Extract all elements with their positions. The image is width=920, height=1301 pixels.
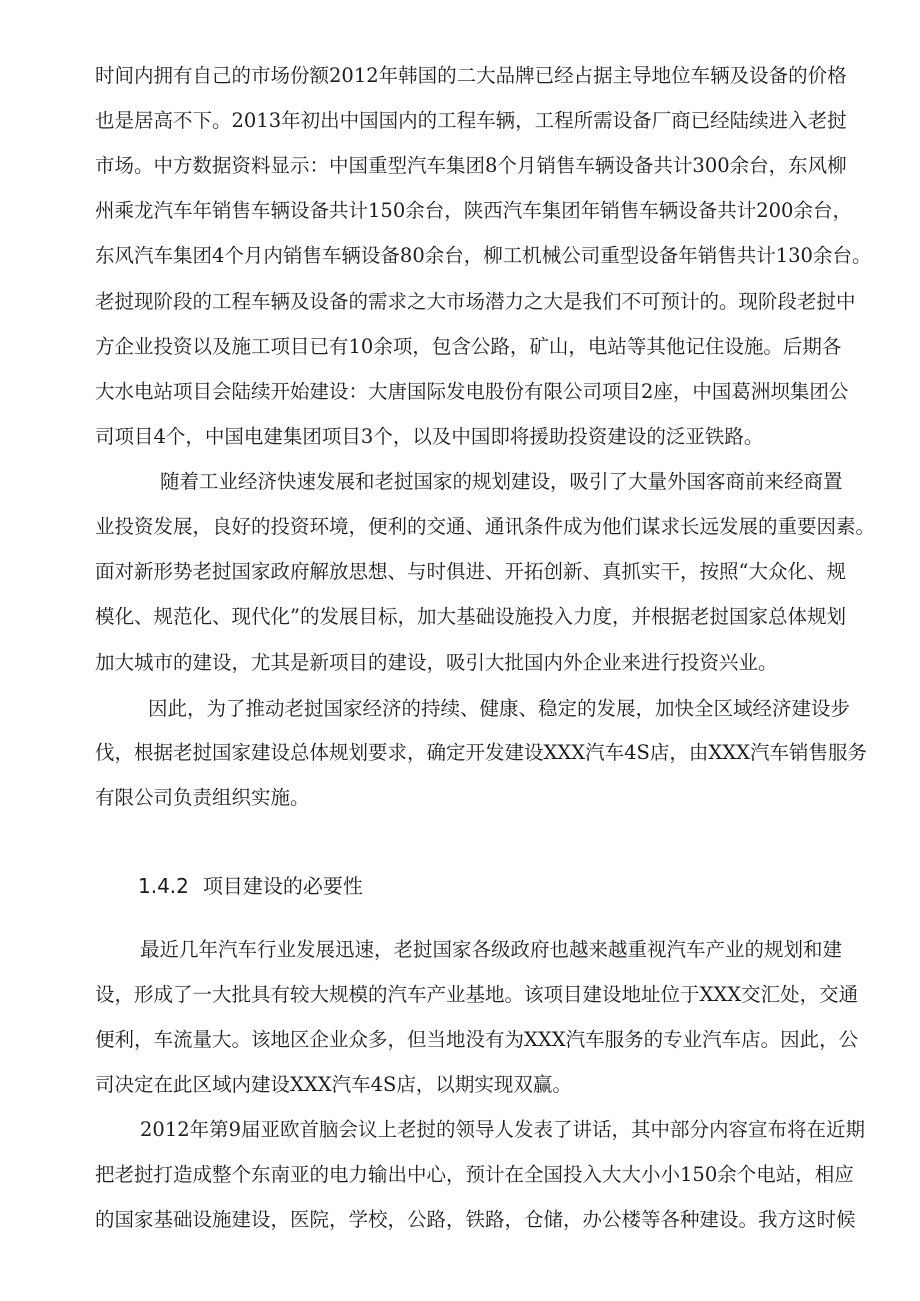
paragraph-1-line: 司项目4个，中国电建集团项目3个，以及中国即将援助投资建设的泛亚铁路。	[95, 425, 764, 448]
paragraph-1-line: 州乘龙汽车年销售车辆设备共计150余台，陕西汽车集团年销售车辆设备共计200余台，	[95, 199, 852, 222]
paragraph-2-line: 模化、规范化、现代化”的发展目标，加大基础设施投入力度，并根据老挝国家总体规划	[95, 605, 846, 628]
section-number: 1.4.2	[138, 874, 189, 898]
paragraph-4-line: 司决定在此区域内建设XXX汽车4S店，以期实现双赢。	[95, 1073, 572, 1096]
paragraph-5-line: 2012年第9届亚欧首脑会议上老挝的领导人发表了讲话，其中部分内容宣布将在近期	[140, 1118, 866, 1141]
paragraph-2-line: 随着工业经济快速发展和老挝国家的规划建设，吸引了大量外国客商前来经商置	[160, 470, 843, 493]
paragraph-4-line: 设，形成了一大批具有较大规模的汽车产业基地。该项目建设地址位于XXX交汇处，交通	[95, 983, 859, 1006]
paragraph-1-line: 也是居高不下。2013年初出中国国内的工程车辆，工程所需设备厂商已经陆续进入老挝	[95, 109, 847, 132]
paragraph-4-line: 最近几年汽车行业发展迅速，老挝国家各级政府也越来越重视汽车产业的规划和建	[140, 938, 843, 961]
paragraph-1-line: 东风汽车集团4个月内销售车辆设备80余台，柳工机械公司重型设备年销售共计130余台。	[95, 244, 872, 267]
section-title: 项目建设的必要性	[202, 874, 363, 898]
paragraph-4-line: 便利，车流量大。该地区企业众多，但当地没有为XXX汽车服务的专业汽车店。因此，公	[95, 1028, 859, 1051]
paragraph-1-line: 市场。中方数据资料显示：中国重型汽车集团8个月销售车辆设备共计300余台，东风柳	[95, 154, 847, 177]
paragraph-1-line: 方企业投资以及施工项目已有10余项，包含公路，矿山，电站等其他记住设施。后期各	[95, 335, 842, 358]
section-heading	[138, 873, 363, 899]
paragraph-1-line: 时间内拥有自己的市场份额2012年韩国的二大品牌已经占据主导地位车辆及设备的价格	[95, 64, 847, 87]
paragraph-5-line: 把老挝打造成整个东南亚的电力输出中心，预计在全国投入大大小小150余个电站，相应	[95, 1163, 854, 1186]
paragraph-3-line: 有限公司负责组织实施。	[95, 786, 310, 809]
paragraph-5-line: 的国家基础设施建设，医院，学校，公路，铁路，仓储，办公楼等各种建设。我方这时候	[95, 1208, 856, 1231]
paragraph-2-line: 面对新形势老挝国家政府解放思想、与时俱进、开拓创新、真抓实干，按照“大众化、规	[95, 560, 846, 583]
paragraph-3-line: 因此，为了推动老挝国家经济的持续、健康、稳定的发展，加快全区域经济建设步	[148, 697, 851, 720]
paragraph-1-line: 大水电站项目会陆续开始建设：大唐国际发电股份有限公司项目2座，中国葛洲坝集团公	[95, 380, 849, 403]
paragraph-1-line: 老挝现阶段的工程车辆及设备的需求之大市场潜力之大是我们不可预计的。现阶段老挝中	[95, 290, 856, 313]
paragraph-3-line: 伐，根据老挝国家建设总体规划要求，确定开发建设XXX汽车4S店，由XXX汽车销售服务	[95, 741, 868, 764]
paragraph-2-line: 业投资发展，良好的投资环境，便利的交通、通讯条件成为他们谋求长远发展的重要因素。	[95, 515, 876, 538]
paragraph-2-line: 加大城市的建设，尤其是新项目的建设，吸引大批国内外企业来进行投资兴业。	[95, 651, 778, 674]
